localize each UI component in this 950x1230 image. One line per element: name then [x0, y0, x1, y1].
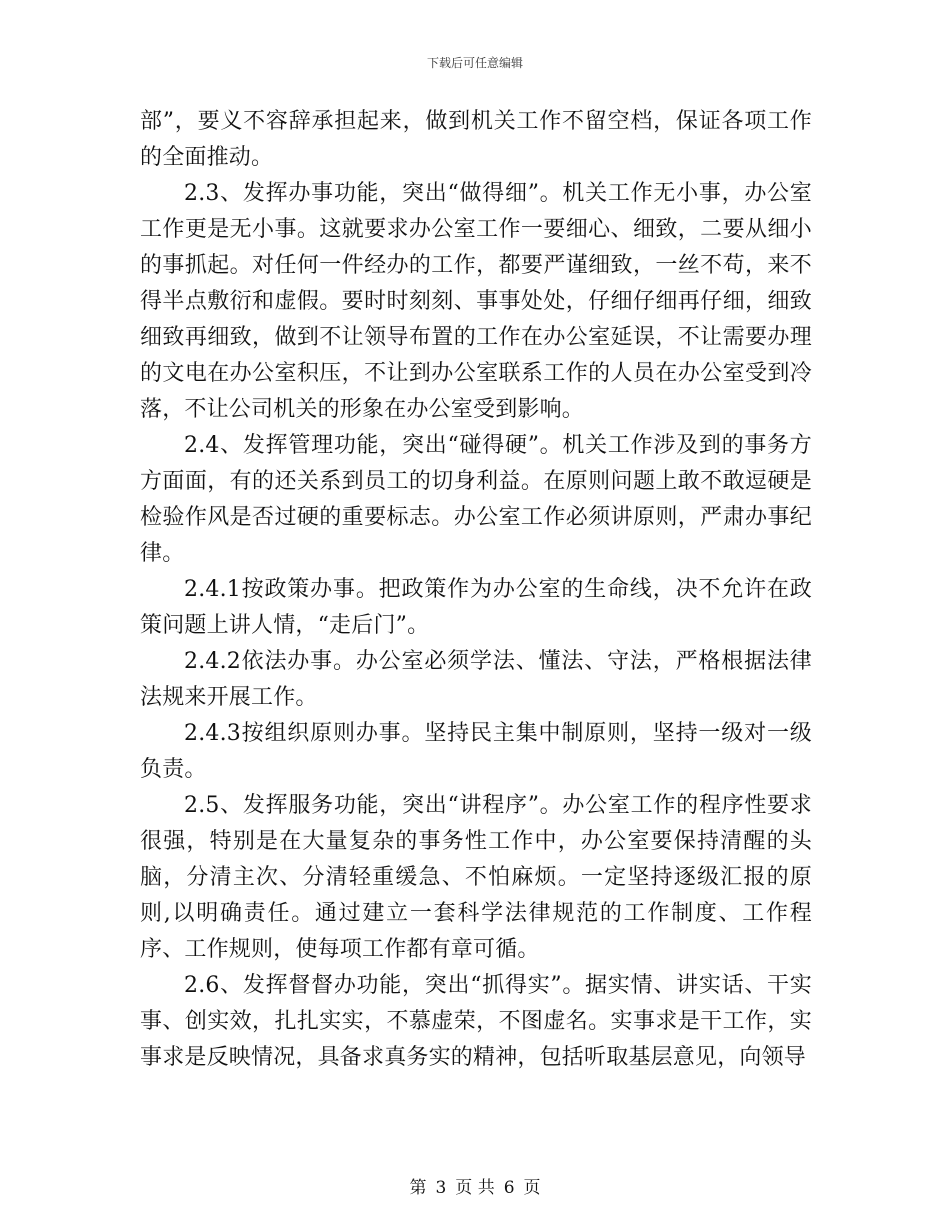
paragraph-2-5: 2.5、发挥服务功能，突出“讲程序”。办公室工作的程序性要求很强，特别是在大量复杂的事务性工作中，办公室要保持清醒的头脑，分清主次、分清轻重缓急、不怕麻烦。一定坚持逐级汇报的原则,以明确责任。通过建立一套科学法律规范的工作制度、工作程序、工作规则，使每项工作都有章可循。 [140, 793, 812, 962]
footer-middle: 页 共 [455, 1178, 495, 1198]
paragraph-2-4-3: 2.4.3按组织原则办事。坚持民主集中制原则，坚持一级对一级负责。 [140, 721, 812, 782]
paragraph-2-3: 2.3、发挥办事功能，突出“做得细”。机关工作无小事，办公室工作更是无小事。这就要求办公室工作一要细心、细致，二要从细小的事抓起。对任何一件经办的工作，都要严谨细致，一丝不苟，来不得半点敷衍和虚假。要时时刻刻、事事处处，仔细仔细再仔细，细致细致再细致，做到不让领导布置的工作在办公室延误，不让需要办理的文电在办公室积压，不让到办公室联系工作的人员在办公室受到冷落，不让公司机关的形象在办公室受到影响。 [140, 181, 812, 422]
paragraph-continued: 部”，要义不容辞承担起来，做到机关工作不留空档，保证各项工作的全面推动。 [140, 109, 812, 170]
page-header: 下载后可任意编辑 [426, 56, 523, 70]
total-pages-number: 6 [503, 1178, 515, 1198]
paragraph-2-4: 2.4、发挥管理功能，突出“碰得硬”。机关工作涉及到的事务方方面面，有的还关系到员工的切身利益。在原则问题上敢不敢逗硬是检验作风是否过硬的重要标志。办公室工作必须讲原则，严肃办事纪律。 [140, 433, 812, 566]
document-body [140, 104, 812, 1076]
current-page-number: 3 [435, 1178, 447, 1198]
paragraph-2-4-2: 2.4.2依法办事。办公室必须学法、懂法、守法，严格根据法律法规来开展工作。 [140, 649, 812, 710]
paragraph-2-4-1: 2.4.1按政策办事。把政策作为办公室的生命线，决不允许在政策问题上讲人情，“走后门”。 [140, 577, 812, 638]
page-footer [0, 1173, 950, 1198]
footer-suffix: 页 [523, 1178, 541, 1198]
paragraph-2-6: 2.6、发挥督督办功能，突出“抓得实”。据实情、讲实话、干实事、创实效，扎扎实实，不慕虚荣，不图虚名。实事求是干工作，实事求是反映情况，具备求真务实的精神，包括听取基层意见，向领导 [140, 973, 812, 1070]
footer-prefix: 第 [409, 1178, 427, 1198]
